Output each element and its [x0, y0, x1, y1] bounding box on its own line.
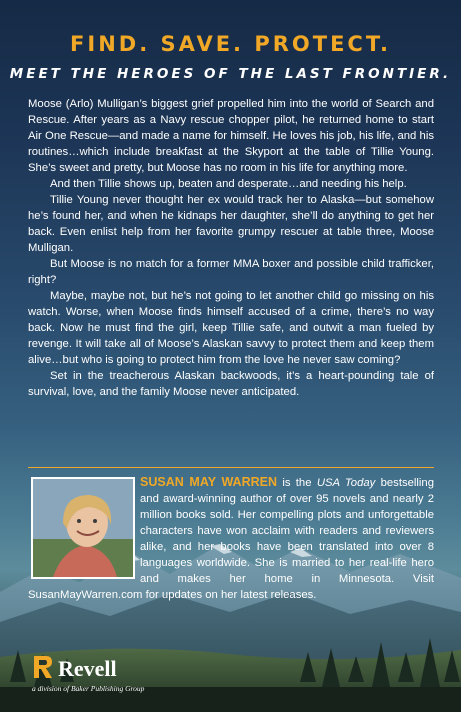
bio-publication: USA Today	[316, 477, 376, 489]
blurb-paragraph: Moose (Arlo) Mulligan’s biggest grief propelled him into the world of Search and Rescue. After years as a Navy rescue chopper pilot, he returned home to start Air One Rescue—and made a name for himself. He loves his job, his life, and his routines…which include breakfast at the Skyport at the table of Tillie Young. She’s sweet and pretty, but Moose has no room in his life for anything more.	[28, 98, 434, 174]
section-divider	[28, 467, 434, 468]
publisher-name: Revell	[58, 656, 117, 681]
subtagline: MEET THE HEROES OF THE LAST FRONTIER.	[9, 66, 452, 82]
bio-text: is the	[277, 477, 317, 489]
tagline: FIND. SAVE. PROTECT.	[70, 32, 391, 56]
blurb-paragraph: But Moose is no match for a former MMA boxer and possible child trafficker, right?	[28, 258, 434, 286]
revell-logo-icon	[32, 654, 54, 680]
bio-text: bestselling and award-winning author of over 95 novels and nearly 2 million books sold. Her compelling plots and unforgettable characters have won acclaim with readers and reviewers alike, and her books have been translated into over 8 languages worldwide. She is married to her real-life hero and makes her home in Minnesota. Visit SusanMayWarren.com for updates on her latest releases.	[28, 477, 434, 601]
publisher-division: a division of Baker Publishing Group	[32, 684, 145, 693]
author-name: SUSAN MAY WARREN	[140, 475, 278, 489]
book-description	[28, 96, 434, 400]
blurb-paragraph: Set in the treacherous Alaskan backwoods, it’s a heart-pounding tale of survival, love, and the family Moose never anticipated.	[28, 370, 434, 398]
blurb-paragraph: Tillie Young never thought her ex would track her to Alaska—but somehow he’s found her, and when he kidnaps her daughter, she’ll do anything to get her back. Even enlist help from her favorite grumpy rescuer at table three, Moose Mulligan.	[28, 194, 434, 254]
blurb-paragraph: And then Tillie shows up, beaten and desperate…and needing his help.	[50, 178, 407, 190]
blurb-paragraph: Maybe, maybe not, but he’s not going to let another child go missing on his watch. Worse, when Moose finds himself accused of a crime, there’s no way back. Now he must find the girl, keep Tillie safe, and outwit a man fueled by revenge. It will take all of Moose’s Alaskan savvy to protect them and keep them alive…but who is going to protect him from the love he never saw coming?	[28, 290, 434, 366]
publisher-branding	[32, 654, 232, 694]
author-photo	[31, 477, 135, 579]
